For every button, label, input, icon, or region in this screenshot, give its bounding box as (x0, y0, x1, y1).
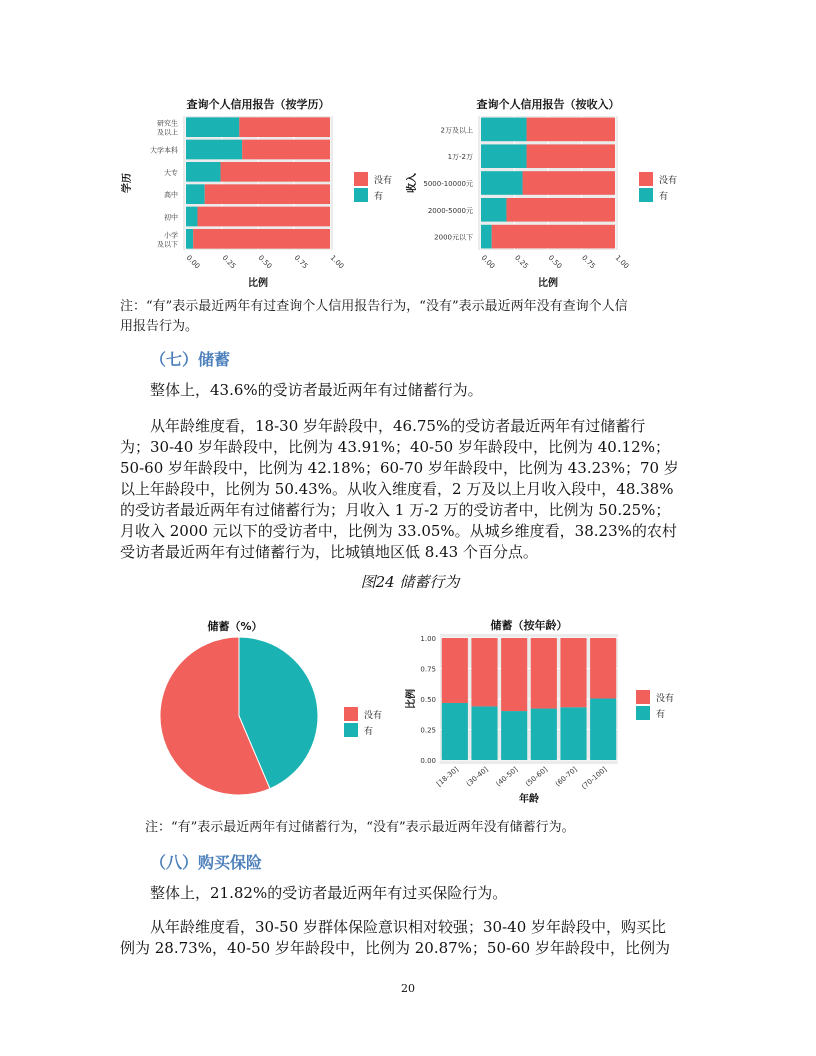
legend-key-yes (639, 188, 653, 202)
bar-yes (186, 162, 221, 182)
y-tick-label: 5000-10000元 (423, 180, 473, 188)
legend-label: 没有 (374, 176, 393, 186)
bar-no (560, 638, 586, 707)
bar-no (527, 118, 615, 142)
x-tick-label: (40-50] (494, 765, 520, 789)
paragraph-savings-age-line-4: 以上年龄段中，比例为 50.43%。从收入维度看，2 万及以上月收入段中，48.38% (120, 480, 674, 498)
bar-yes (442, 703, 468, 760)
note-credit-line-2: 用报告行为。 (120, 319, 199, 334)
y-tick-label: 2000元以下 (434, 233, 473, 242)
paragraph-savings-age-line-7: 受访者最近两年有过储蓄行为，比城镇地区低 8.43 个百分点。 (120, 543, 538, 561)
x-tick-label: (50-60] (524, 765, 550, 789)
note-credit (120, 297, 700, 337)
legend-label: 没有 (364, 711, 383, 721)
paragraph-insurance-age-line-1: 从年龄维度看，30-50 岁群体保险意识相对较强；30-40 岁年龄段中，购买比 (150, 918, 667, 936)
y-tick-label: 0.25 (420, 726, 436, 735)
bar-yes (590, 698, 616, 760)
chart-savings-pie (150, 612, 400, 798)
paragraph-insurance-overall: 整体上，21.82%的受访者最近两年有过买保险行为。 (150, 884, 508, 902)
y-tick-label: 大学本科 (150, 146, 178, 155)
bar-yes (186, 117, 239, 137)
y-tick-label: 2000-5000元 (427, 206, 473, 215)
y-tick-label: 0.75 (420, 665, 436, 674)
bar-no (242, 140, 330, 160)
bar-yes (481, 118, 527, 142)
y-tick-label: 研究生 (157, 119, 178, 128)
bar-no (531, 638, 557, 709)
y-tick-label: 2万及以上 (440, 126, 473, 135)
x-tick-label: 0.00 (479, 253, 497, 271)
paragraph-savings-age-line-3: 50-60 岁年龄段中，比例为 42.18%；60-70 岁年龄段中，比例为 43.23%；70 岁 (120, 459, 679, 477)
chart-title: 储蓄（按年龄） (490, 619, 568, 632)
legend-label: 有 (656, 710, 666, 720)
legend-key-no (639, 172, 653, 186)
bar-no (590, 638, 616, 698)
legend-key-yes (636, 706, 650, 720)
legend-key-no (354, 172, 368, 186)
paragraph-savings-age-line-2: 为；30-40 岁年龄段中，比例为 43.91%；40-50 岁年龄段中，比例为 40.12%； (120, 438, 670, 456)
legend (354, 172, 392, 202)
bar-no (221, 162, 330, 182)
x-tick-label: 0.00 (184, 253, 202, 271)
bar-yes (186, 140, 242, 160)
legend-label: 没有 (656, 694, 675, 704)
y-tick-label: 大专 (164, 168, 178, 177)
legend-key-no (636, 690, 650, 704)
bar-no (442, 638, 468, 703)
note-savings: 注：“有”表示最近两年有过储蓄行为，“没有”表示最近两年没有储蓄行为。 (145, 820, 575, 835)
y-tick-label: 小学 (164, 231, 178, 240)
figure-24-caption: 图24 储蓄行为 (360, 573, 460, 591)
section-insurance-heading: （八）购买保险 (150, 853, 263, 872)
x-tick-label: 0.25 (220, 253, 238, 271)
chart-credit-by-income (405, 92, 705, 288)
chart-savings-by-age (400, 612, 700, 812)
note-credit-line-1: 注：“有”表示最近两年有过查询个人信用报告行为，“没有”表示最近两年没有查询个人信 (120, 299, 628, 314)
x-tick-label: 1.00 (613, 253, 631, 271)
chart-credit-by-education (110, 92, 410, 288)
paragraph-insurance-age-line-2: 例为 28.73%，40-50 岁年龄段中，比例为 20.87%；50-60 岁年龄段中，比例为 (120, 939, 670, 957)
bar-no (527, 144, 615, 168)
bar-no (198, 207, 330, 227)
page-number: 20 (401, 982, 415, 995)
chart-title: 查询个人信用报告（按学历） (186, 98, 330, 111)
legend (639, 172, 677, 202)
chart-title: 查询个人信用报告（按收入） (476, 98, 620, 111)
paragraph-savings-overall: 整体上，43.6%的受访者最近两年有过储蓄行为。 (150, 381, 483, 399)
x-tick-label: [18-30] (435, 765, 461, 789)
bar-yes (481, 225, 492, 249)
legend-key-yes (354, 188, 368, 202)
legend-key-yes (344, 723, 358, 737)
y-tick-label: 高中 (164, 191, 178, 200)
bar-yes (186, 184, 205, 204)
chart-title: 储蓄（%） (207, 620, 263, 633)
bar-yes (481, 171, 523, 195)
y-tick-label: 初中 (164, 213, 178, 222)
y-axis-label: 比例 (406, 689, 417, 709)
bar-yes (531, 709, 557, 760)
bar-no (239, 117, 330, 137)
bar-yes (501, 711, 527, 760)
paragraph-savings-age-line-1: 从年龄维度看，18-30 岁年龄段中，46.75%的受访者最近两年有过储蓄行 (150, 417, 646, 435)
y-tick-label: 1.00 (420, 635, 436, 643)
bar-no (193, 229, 330, 249)
bar-yes (186, 207, 198, 227)
x-tick-label: (30-40] (464, 765, 490, 789)
bar-yes (560, 707, 586, 760)
section-savings-heading: （七）储蓄 (150, 350, 231, 369)
x-tick-label: 0.75 (292, 253, 310, 271)
y-tick-label: 及以上 (157, 128, 178, 137)
x-tick-label: (60-70] (553, 765, 579, 789)
bar-no (471, 638, 497, 706)
legend (344, 707, 382, 737)
bar-no (501, 638, 527, 711)
x-tick-label: 0.75 (580, 253, 597, 271)
bar-yes (481, 198, 506, 222)
paragraph-savings-age (120, 416, 700, 563)
x-tick-label: 0.25 (513, 253, 530, 271)
y-axis-label: 收入 (407, 173, 418, 193)
legend (636, 690, 674, 720)
bar-yes (186, 229, 193, 249)
x-tick-label: 1.00 (328, 253, 346, 271)
paragraph-insurance-age (120, 917, 700, 959)
y-axis-label: 学历 (122, 173, 133, 193)
x-tick-label: 0.50 (256, 253, 274, 271)
x-axis-label: 年龄 (519, 794, 539, 805)
y-tick-label: 及以下 (157, 240, 178, 249)
x-axis-label: 比例 (538, 278, 558, 288)
y-tick-label: 0.00 (420, 757, 436, 765)
bar-no (506, 198, 615, 222)
x-tick-label: 0.50 (546, 253, 564, 271)
legend-key-no (344, 707, 358, 721)
y-tick-label: 0.50 (420, 696, 436, 704)
bar-yes (471, 706, 497, 760)
legend-label: 有 (659, 192, 669, 202)
legend-label: 有 (364, 727, 374, 737)
x-tick-label: (70-100] (580, 765, 609, 791)
bar-yes (481, 144, 527, 168)
paragraph-savings-age-line-5: 的受访者最近两年有过储蓄行为；月收入 1 万-2 万的受访者中，比例为 50.25%； (120, 501, 671, 519)
paragraph-savings-age-line-6: 月收入 2000 元以下的受访者中，比例为 33.05%。从城乡维度看，38.23%的农村 (120, 522, 677, 540)
legend-label: 没有 (659, 176, 678, 186)
bar-no (205, 184, 330, 204)
y-tick-label: 1万-2万 (447, 153, 473, 162)
legend-label: 有 (374, 192, 384, 202)
bar-no (523, 171, 615, 195)
bar-no (492, 225, 615, 249)
x-axis-label: 比例 (248, 278, 268, 288)
